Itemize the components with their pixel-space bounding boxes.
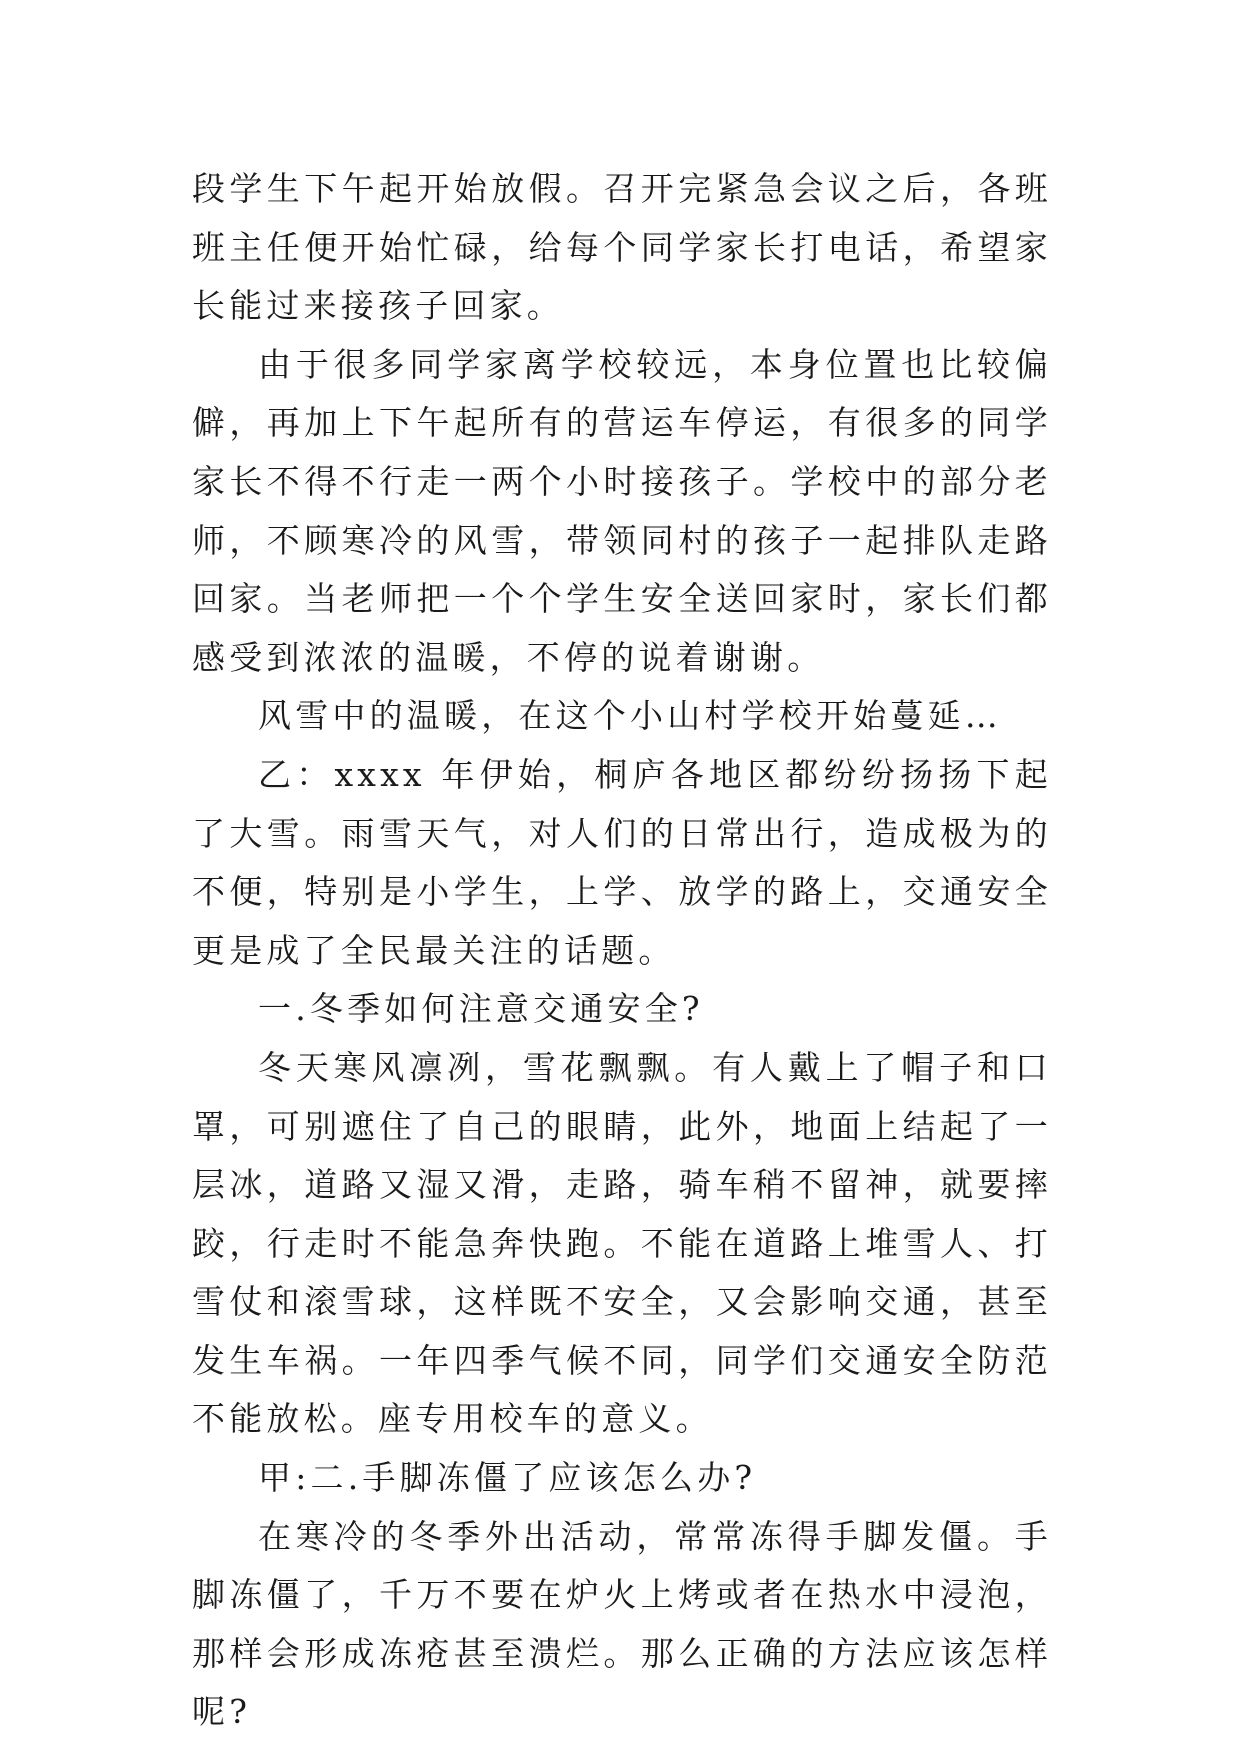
paragraph-2: 由于很多同学家离学校较远，本身位置也比较偏僻，再加上下午起所有的营运车停运，有很多的同学家长不得不行走一两个小时接孩子。学校中的部分老师，不顾寒冷的风雪，带领同村的孩子一起排队走路回家。当老师把一个个学生安全送回家时，家长们都感受到浓浓的温暖，不停的说着谢谢。 <box>192 344 1052 677</box>
paragraph-5: 冬天寒风凛冽，雪花飘飘。有人戴上了帽子和口罩，可别遮住了自己的眼睛，此外，地面上结起了一层冰，道路又湿又滑，走路，骑车稍不留神，就要摔跤，行走时不能急奔快跑。不能在道路上堆雪人、打雪仗和滚雪球，这样既不安全，又会影响交通，甚至发生车祸。一年四季气候不同，同学们交通安全防范不能放松。座专用校车的意义。 <box>192 1047 1052 1439</box>
paragraph-1: 段学生下午起开始放假。召开完紧急会议之后，各班班主任便开始忙碌，给每个同学家长打电话，希望家长能过来接孩子回家。 <box>192 169 1052 326</box>
section-heading-1: 一.冬季如何注意交通安全? <box>258 989 704 1029</box>
paragraph-3: 风雪中的温暖，在这个小山村学校开始蔓延… <box>258 696 1002 736</box>
section-heading-2: 甲:二.手脚冻僵了应该怎么办? <box>258 1458 757 1498</box>
document-body <box>192 160 1052 1742</box>
paragraph-6: 在寒冷的冬季外出活动，常常冻得手脚发僵。手脚冻僵了，千万不要在炉火上烤或者在热水中浸泡，那样会形成冻疮甚至溃烂。那么正确的方法应该怎样呢? <box>192 1516 1052 1732</box>
paragraph-4: 乙：xxxx 年伊始，桐庐各地区都纷纷扬扬下起了大雪。雨雪天气，对人们的日常出行，造成极为的不便，特别是小学生，上学、放学的路上，交通安全更是成了全民最关注的话题。 <box>192 754 1052 970</box>
